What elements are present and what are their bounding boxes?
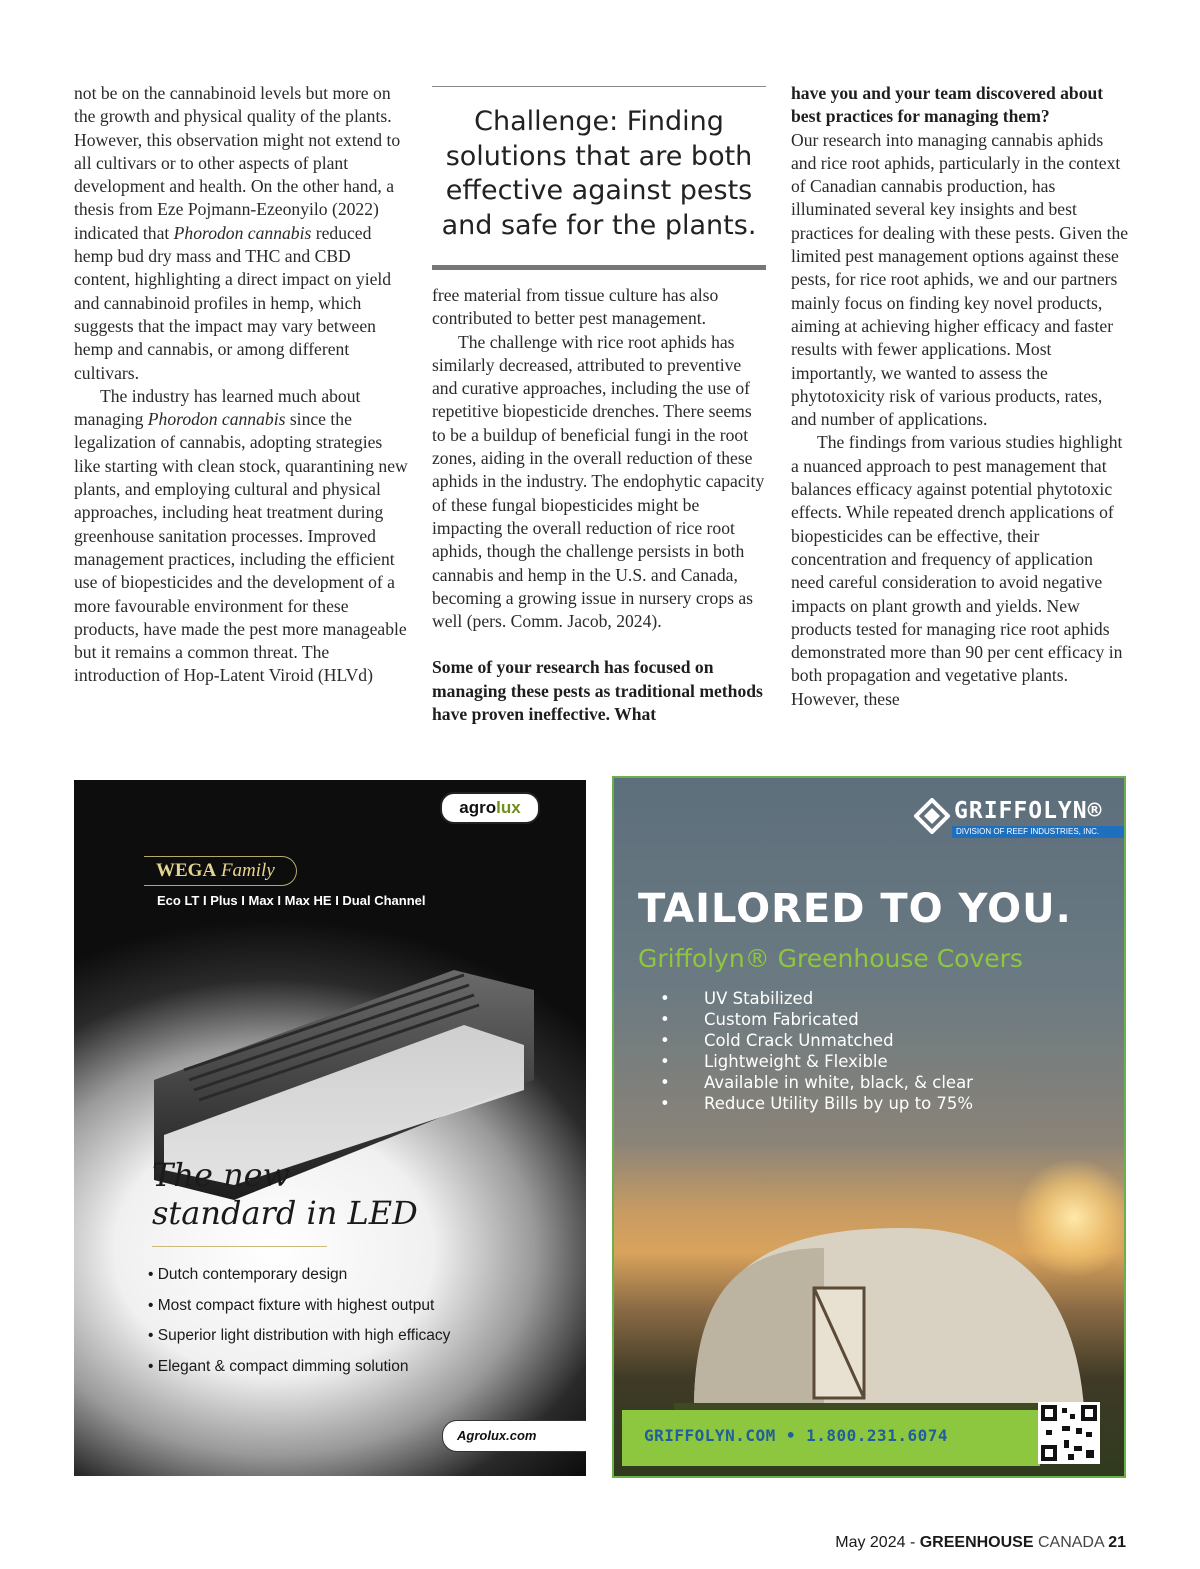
paragraph: free material from tissue culture has also contributed to better pest management.: [432, 285, 719, 329]
page-footer: May 2024 - GREENHOUSE CANADA 21: [835, 1534, 1126, 1551]
agrolux-advertisement[interactable]: [74, 780, 586, 1476]
griffolyn-advertisement[interactable]: [612, 776, 1126, 1478]
list-item: • Elegant & compact dimming solution: [148, 1357, 409, 1375]
product-name: Griffolyn® Greenhouse Covers: [638, 944, 1023, 973]
list-item: • Superior light distribution with high efficacy: [148, 1327, 451, 1344]
paragraph: not be on the cannabinoid levels but more on the growth and physical quality of the plants. However, this observation might not extend to all cultivars or to other aspects of plant development and health. On the other hand, a thesis from Eze Pojmann-Ezeonyilo (2022) indicated that Phorodon cannabis reduced hemp bud dry mass and THC and CBD content, highlighting a direct impact on yield and cannabinoid profiles in hemp, which suggests that the impact may vary between hemp and cannabis, or among different cultivars.: [74, 83, 401, 383]
interview-question: Some of your research has focused on managing these pests as traditional methods have proven ineffective. What: [432, 657, 763, 725]
divider: [432, 265, 766, 270]
list-item: • Most compact fixture with highest output: [148, 1296, 435, 1314]
pull-quote-text: Challenge: Finding solutions that are both effective against pests and safe for the plants.: [441, 106, 757, 241]
list-item: • Cold Crack Unmatched: [660, 1031, 894, 1050]
division-label: DIVISION OF REEF INDUSTRIES, INC.: [952, 826, 1126, 838]
article-column-1: [74, 82, 410, 688]
list-item: • Lightweight & Flexible: [660, 1052, 888, 1071]
contact-info[interactable]: GRIFFOLYN.COM • 1.800.231.6074: [644, 1426, 948, 1445]
page-number: 21: [1108, 1534, 1126, 1551]
paragraph: The findings from various studies highlight a nuanced approach to pest management that balances efficacy against potential phytotoxic effects. While repeated drench applications of biopesticides can be effective, their concentration and frequency of application need careful consideration to avoid negative impacts on plant growth and yields. New products tested for managing rice root aphids demonstrated more than 90 per cent efficacy in both propagation and vegetative plants. However, these: [791, 432, 1123, 709]
product-family-badge: WEGA Family: [144, 856, 297, 886]
list-item: • Available in white, black, & clear: [660, 1073, 973, 1092]
qr-code[interactable]: [1038, 1402, 1100, 1464]
agrolux-logo: agrolux: [440, 792, 540, 824]
paragraph: The challenge with rice root aphids has similarly decreased, attributed to preventive and curative approaches, including the use of repetitive biopesticide drenches. There seems to be a buildup of beneficial fungi in the root zones, aiding in the overall reduction of these aphids in the industry. The endophytic capacity of these fungal biopesticides might be impacting the overall reduction of rice root aphids, though the challenge persists in both cannabis and hemp in the U.S. and Canada, becoming a growing issue in nursery crops as well (pers. Comm. Jacob, 2024).: [432, 331, 765, 632]
ad-headline: TAILORED TO YOU.: [638, 886, 1072, 932]
agrolux-website-link[interactable]: Agrolux.com: [442, 1420, 586, 1452]
feature-list: [148, 1266, 450, 1388]
griffolyn-logo: GRIFFOLYN®: [954, 798, 1103, 824]
paragraph: Our research into managing cannabis aphids and rice root aphids, particularly in the context of Canadian cannabis production, has illuminated several key insights and best practices for dealing with these pests. Given the limited pest management options against these pests, for rice root aphids, we and our partners mainly focus on finding key novel products, aiming at achieving higher efficacy and faster results with fewer applications. Most importantly, we wanted to assess the phytotoxicity risk of various products, rates, and number of applications.: [791, 129, 1129, 430]
ad-headline: The new standard in LED: [152, 1156, 418, 1232]
list-item: • Reduce Utility Bills by up to 75%: [660, 1094, 974, 1113]
magazine-name: GREENHOUSE: [919, 1534, 1034, 1551]
model-list: Eco LT I Plus I Max I Max HE I Dual Channel: [157, 893, 426, 908]
list-item: • Custom Fabricated: [660, 1010, 859, 1029]
list-item: • Dutch contemporary design: [148, 1266, 348, 1283]
interview-question: have you and your team discovered about best practices for managing them?: [791, 83, 1104, 127]
pull-quote: [432, 86, 766, 270]
article-column-2: [432, 284, 768, 726]
griffolyn-logo-icon: [914, 798, 950, 834]
paragraph: The industry has learned much about managing Phorodon cannabis since the legalization of cannabis, adopting strategies like starting with clean stock, quarantining new plants, and employing cultural and physical approaches, including heat treatment during greenhouse sanitation processes. Improved management practices, including the efficient use of biopesticides and the development of a more favourable environment for these products, have made the pest more manageable but it remains a common threat. The introduction of Hop-Latent Viroid (HLVd): [74, 385, 408, 686]
list-item: • UV Stabilized: [660, 989, 814, 1008]
greenhouse-tunnel-image: [674, 1218, 1094, 1418]
article-column-3: [791, 82, 1129, 711]
divider: [152, 1246, 327, 1247]
feature-list: [660, 988, 973, 1114]
